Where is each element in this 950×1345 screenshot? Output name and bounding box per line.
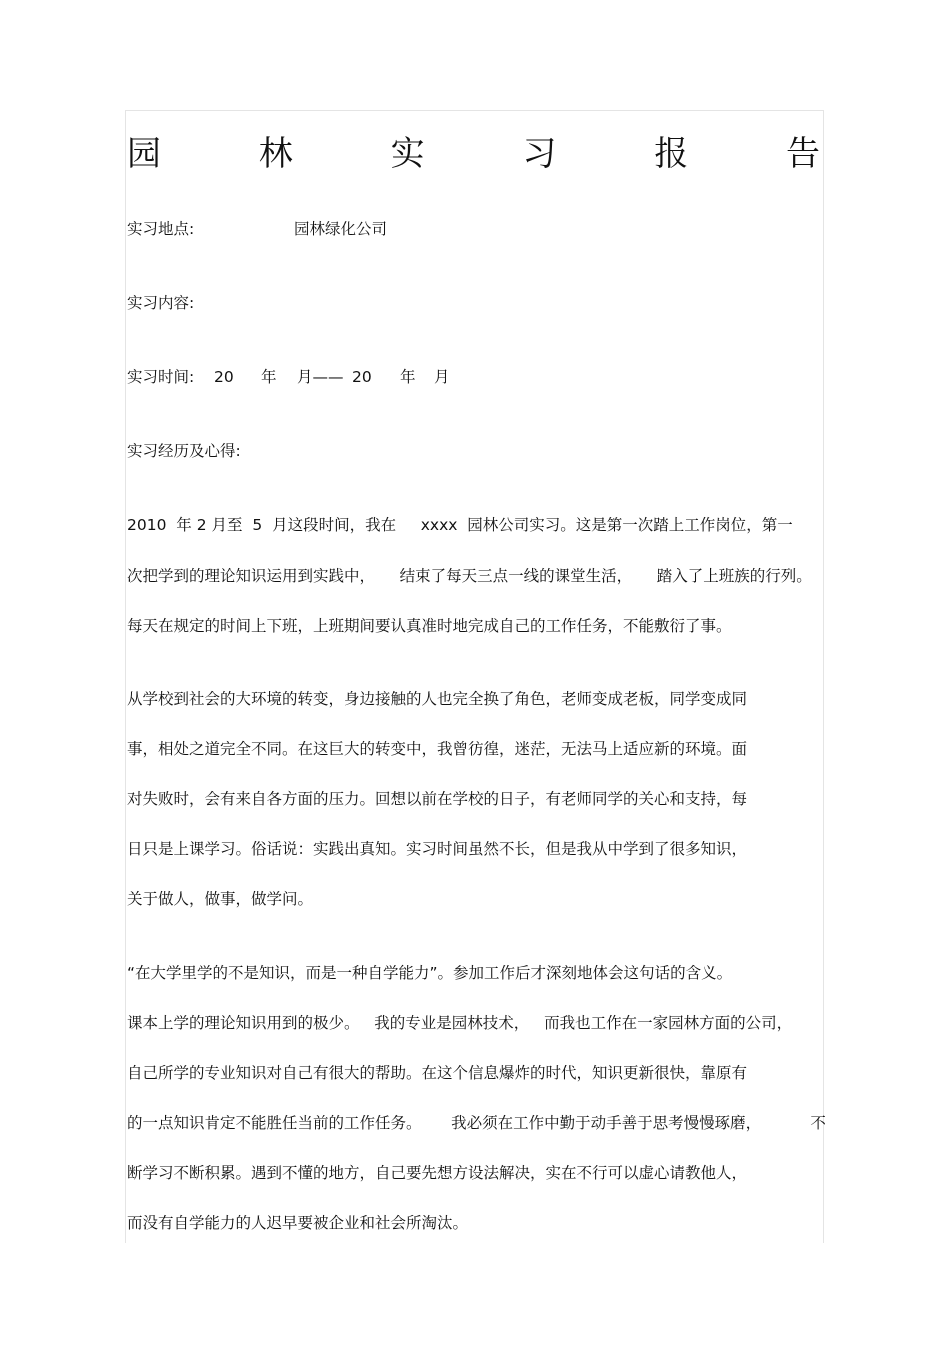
time-month-1: 月——	[297, 368, 344, 386]
paragraph-line: 2010 年 2 月至 5 月这段时间，我在 xxxx 园林公司实习。这是第一次踏上工作岗位，第一	[127, 516, 793, 534]
title-char: 林	[258, 134, 293, 174]
experience-label: 实习经历及心得:	[127, 442, 241, 460]
paragraph-line: 对失败时，会有来自各方面的压力。回想以前在学校的日子，有老师同学的关心和支持，每	[127, 790, 748, 808]
paragraph-line: 课本上学的理论知识用到的极少。 我的专业是园林技术， 而我也工作在一家园林方面的公司，	[127, 1014, 793, 1032]
paragraph-line: 关于做人，做事，做学问。	[127, 890, 314, 908]
location-value: 园林绿化公司	[294, 220, 388, 238]
paragraph-line: 的一点知识肯定不能胜任当前的工作任务。 我必须在工作中勤于动手善于思考慢慢琢磨， 不	[127, 1114, 826, 1132]
time-label: 实习时间:	[127, 368, 195, 386]
paragraph-line: 断学习不断积累。遇到不懂的地方，自己要先想方设法解决，实在不行可以虚心请教他人，	[127, 1164, 748, 1182]
title-char: 实	[390, 134, 425, 174]
title-char: 告	[785, 134, 820, 174]
paragraph-line: 从学校到社会的大环境的转变，身边接触的人也完全换了角色，老师变成老板，同学变成同	[127, 690, 748, 708]
content-label: 实习内容:	[127, 294, 195, 312]
time-year-1: 20	[214, 368, 234, 386]
title-char: 园	[127, 134, 161, 174]
paragraph-line: 事，相处之道完全不同。在这巨大的转变中，我曾彷徨，迷茫，无法马上适应新的环境。面	[127, 740, 748, 758]
paragraph-line: 日只是上课学习。俗话说：实践出真知。实习时间虽然不长，但是我从中学到了很多知识，	[127, 840, 748, 858]
paragraph-line: 自己所学的专业知识对自己有很大的帮助。在这个信息爆炸的时代，知识更新很快，靠原有	[127, 1064, 748, 1082]
location-label: 实习地点:	[127, 220, 195, 238]
paragraph-line: 每天在规定的时间上下班，上班期间要认真准时地完成自己的工作任务，不能敷衍了事。	[127, 617, 732, 635]
time-month-2: 月	[434, 368, 450, 386]
time-year-unit-2: 年	[400, 368, 416, 386]
title-char: 习	[522, 134, 557, 174]
title-char: 报	[654, 134, 689, 174]
paragraph-line: 次把学到的理论知识运用到实践中， 结束了每天三点一线的课堂生活， 踏入了上班族的行列。	[127, 567, 812, 585]
report-title	[127, 132, 820, 176]
time-year-unit-1: 年	[261, 368, 277, 386]
time-year-2: 20	[352, 368, 372, 386]
paragraph-line: “在大学里学的不是知识，而是一种自学能力”。参加工作后才深刻地体会这句话的含义。	[127, 964, 733, 982]
paragraph-line: 而没有自学能力的人迟早要被企业和社会所淘汰。	[127, 1214, 469, 1232]
